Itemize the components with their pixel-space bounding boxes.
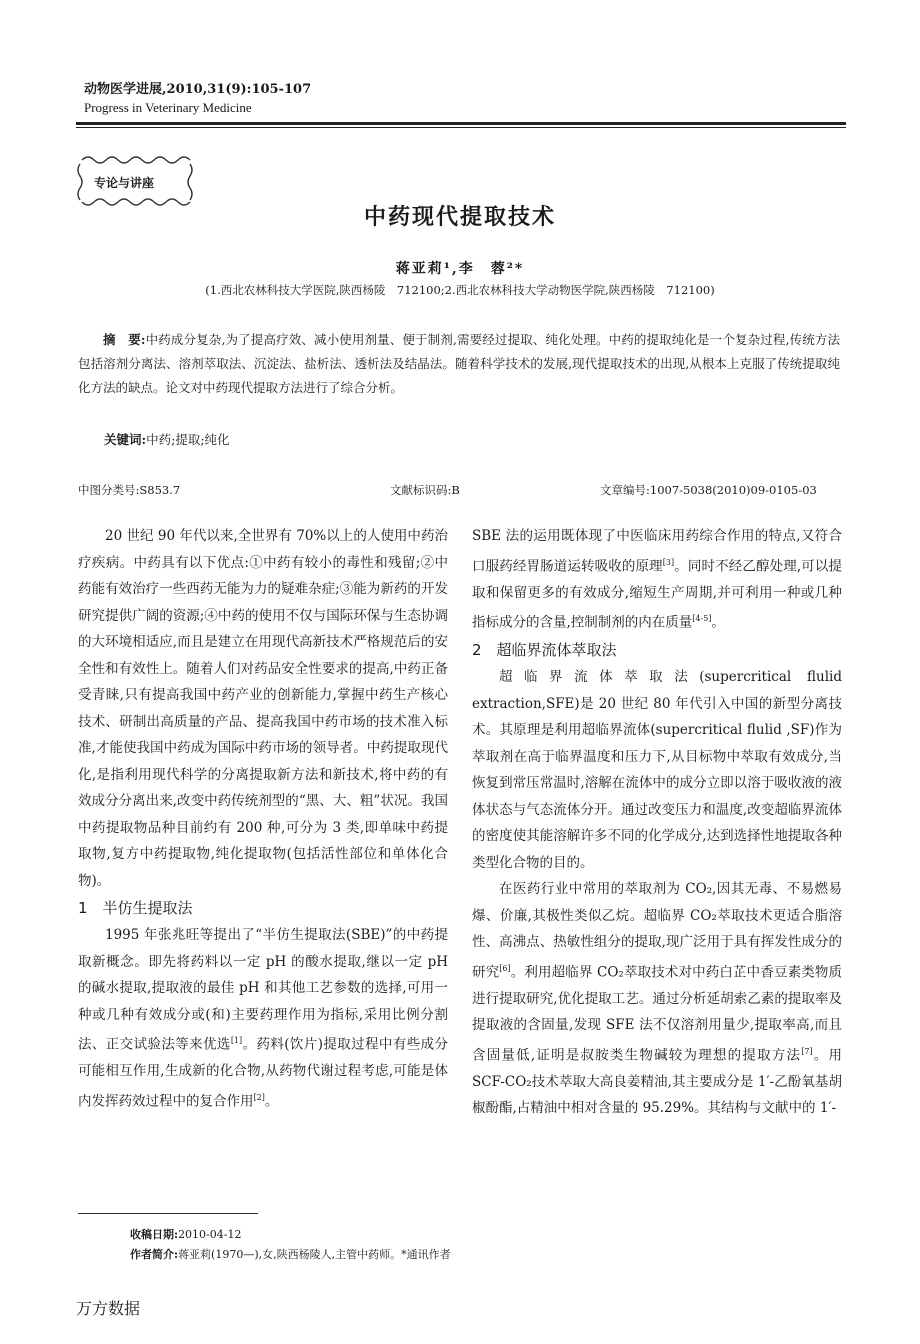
citation-ref[interactable]: [1] [230,1036,243,1045]
citation-ref[interactable]: [4-5] [692,614,712,623]
journal-english-name: Progress in Veterinary Medicine [84,100,252,115]
wanfang-watermark: 万方数据 [76,1299,141,1318]
keywords [104,430,230,448]
keywords-text: 中药;提取;纯化 [146,432,230,447]
intro-paragraph: 20 世纪 90 年代以来,全世界有 70%以上的人使用中药治疗疾病。中药具有以下优点:①中药有较小的毒性和残留;②中药能有效治疗一些西药无能为力的疑难杂症;③能为新药的开发研究提供广阔的资源;④中药的使用不仅与国际环保与生态协调的大环境相适应,而且是建立在用现代高新技术严格规范后的安全性和有效性上。随着人们对药品安全性要求的提高,中药正备受青睐,只有提高我国中药产业的创新能力,掌握中药生产核心技术、研制出高质量的产品、提高我国中药市场的技术准入标准,才能使我国中药成为国际中药市场的领导者。中药提取现代化,是指利用现代科学的分离提取新方法和新技术,将中药的有效成分分离出来,改变中药传统剂型的“黑、大、粗”状况。我国中药提取物品种目前约有 200 种,可分为 3 类,即单味中药提取物,复方中药提取物,纯化提取物(包括活性部位和单体化合物)。 [78,528,448,889]
journal-citation: 动物医学进展,2010,31(9):105-107 [84,82,312,97]
clc-number: 中图分类号:S853.7 [78,483,181,497]
citation-ref[interactable]: [3] [662,557,675,567]
document-code: 文献标识码:B [390,483,460,497]
author-bio: 作者简介:蒋亚莉(1970—),女,陕西杨陵人,主管中药师。*通讯作者 [130,1248,451,1261]
section-heading-2: 2 超临界流体萃取法 [472,641,617,659]
citation-ref[interactable]: [2] [253,1092,265,1102]
column-tag-label: 专论与讲座 [94,176,155,190]
article-title: 中药现代提取技术 [363,204,556,230]
abstract [78,328,840,400]
citation-ref[interactable]: [7] [801,1046,813,1056]
section-1-continued: SBE 法的运用既体现了中医临床用药综合作用的特点,又符合口服药经胃肠道运转吸收的原理[3]。同时不经乙醇处理,可以提取和保留更多的有效成分,缩短生产周期,并可利用一种或几种指标成分的含量,控制制剂的内在质量[4-5]。 [472,528,843,631]
section-heading-1: 1 半仿生提取法 [78,899,193,917]
article-number: 文章编号:1007-5038(2010)09-0105-03 [600,483,817,497]
left-column [78,523,448,1115]
section-2-paragraph-2: 在医药行业中常用的萃取剂为 CO₂,因其无毒、不易燃易爆、价廉,其极性类似乙烷。超临界 CO₂萃取技术更适合脂溶性、高沸点、热敏性组分的提取,现广泛用于具有挥发性成分的研究[6]。利用超临界 CO₂萃取技术对中药白芷中香豆素类物质进行提取研究,优化提取工艺。通过分析延胡索乙素的提取率及提取液的含固量,发现 SFE 法不仅溶剂用量少,提取率高,而且含固量低,证明是叔胺类生物碱较为理想的提取方法[7]。用 SCF-CO₂技术萃取大高良姜精油,其主要成分是 1′-乙酚氧基胡椒酚酯,占精油中相对含量的 95.29%。其结构与文献中的 1′- [472,881,843,1116]
keywords-label: 关键词: [104,432,147,447]
header-rule-thick [76,122,846,125]
abstract-label: 摘 要: [103,332,146,347]
received-date: 收稿日期:2010-04-12 [130,1228,242,1241]
header-rule-thin [76,127,846,128]
authors: 蒋亚莉¹,李 蓉²* [395,261,525,277]
section-1-paragraph: 1995 年张兆旺等提出了“半仿生提取法(SBE)”的中药提取新概念。即先将药料以一定 pH 的酸水提取,继以一定 pH 的碱水提取,提取液的最佳 pH 和其他工艺参数的选择,可用一种或几种有效成分或(和)主要药理作用为指标,采用比例分割法、正交试验法等来优选[1]。药料(饮片)提取过程中有些成分可能相互作用,生成新的化合物,从药物代谢过程考虑,可能是体内发挥药效过程中的复合作用[2]。 [78,927,448,1109]
abstract-text: 中药成分复杂,为了提高疗效、减小使用剂量、便于制剂,需要经过提取、纯化处理。中药的提取纯化是一个复杂过程,传统方法包括溶剂分离法、溶剂萃取法、沉淀法、盐析法、透析法及结晶法。随着科学技术的发展,现代提取技术的出现,从根本上克服了传统提取纯化方法的缺点。论文对中药现代提取方法进行了综合分析。 [78,332,840,395]
affiliations: (1.西北农林科技大学医院,陕西杨陵 712100;2.西北农林科技大学动物医学院,陕西杨陵 712100) [205,283,715,297]
right-column [472,523,842,1122]
citation-ref[interactable]: [6] [499,963,511,973]
footnote-rule [78,1213,258,1214]
section-2-paragraph-1: 超临界流体萃取法(supercritical flulid extraction,SFE)是 20 世纪 80 年代引入中国的新型分离技术。其原理是利用超临界流体(supercritical flulid ,SF)作为萃取剂在高于临界温度和压力下,从目标物中萃取有效成分,当恢复到常压常温时,溶解在流体中的成分立即以溶于吸收液的液体状态与气态流体分开。通过改变压力和温度,改变超临界流体的密度使其能溶解许多不同的化学成分,达到选择性地提取各种类型化合物的目的。 [472,669,842,871]
